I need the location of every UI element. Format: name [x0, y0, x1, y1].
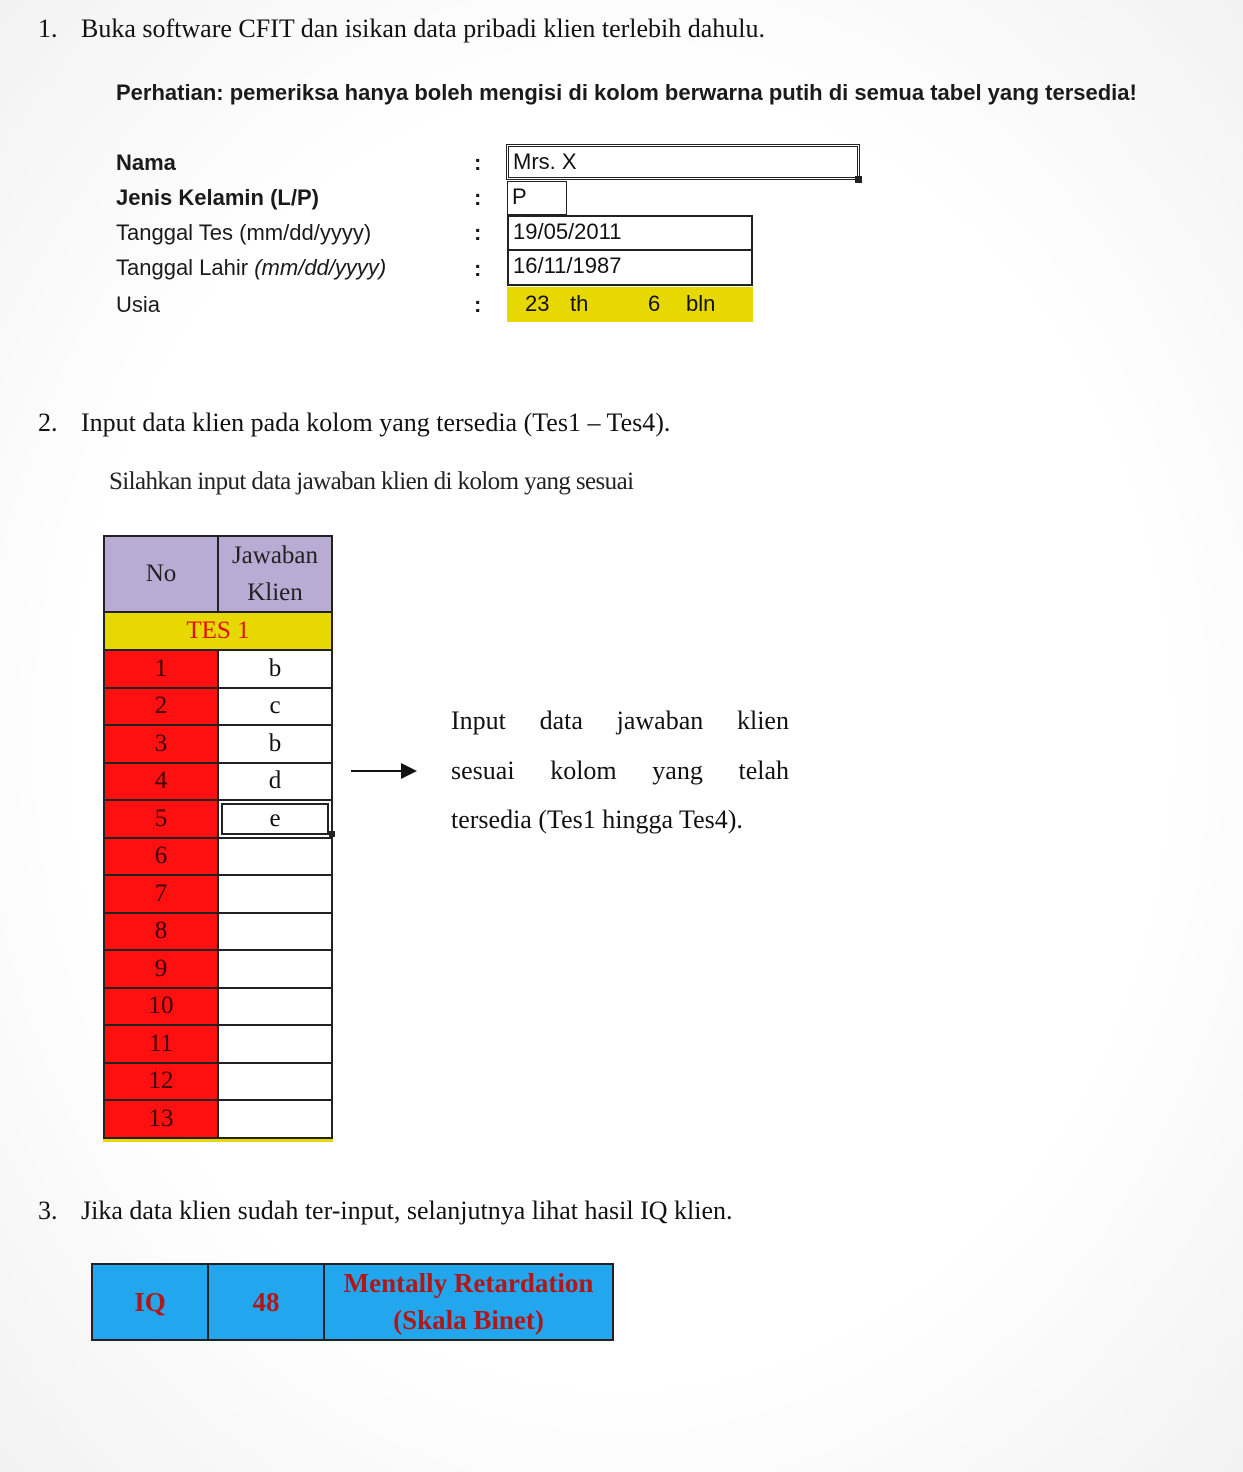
header-jawaban-line1: Jawaban — [231, 542, 319, 569]
table-row — [104, 800, 332, 838]
row-number: 11 — [104, 1025, 218, 1063]
colon-tanggal-lahir: : — [474, 256, 482, 281]
word: sesuai — [451, 755, 515, 785]
row-number: 8 — [104, 913, 218, 951]
step-2 — [38, 408, 938, 442]
word: Input — [451, 706, 506, 735]
explanation-line-2 — [451, 746, 789, 796]
row-number: 12 — [104, 1063, 218, 1101]
usia-months-unit: bln — [686, 291, 716, 316]
jenis-kelamin-field[interactable]: P — [507, 181, 567, 215]
word: yang — [652, 755, 703, 785]
fill-handle[interactable] — [329, 831, 335, 837]
answer-cell[interactable] — [218, 1100, 332, 1138]
answer-cell[interactable]: b — [218, 725, 332, 763]
row-number: 9 — [104, 950, 218, 988]
label-nama: Nama — [116, 150, 176, 175]
table-row — [104, 725, 332, 763]
table-row — [104, 875, 332, 913]
table-row — [104, 1063, 332, 1101]
table-row — [104, 688, 332, 726]
explanation-line-1 — [451, 696, 789, 746]
table-subheading: Silahkan input data jawaban klien di kolom yang sesuai — [109, 468, 634, 495]
iq-label: IQ — [93, 1265, 209, 1339]
section-row — [104, 612, 332, 650]
usia-years: 23 — [525, 291, 550, 316]
table-cutoff-edge — [103, 1139, 333, 1142]
table-row — [104, 1025, 332, 1063]
explanation-line-3: tersedia (Tes1 hingga Tes4). — [451, 805, 743, 834]
colon-usia: : — [474, 292, 482, 317]
step-2-number: 2. — [38, 408, 58, 437]
usia-months: 6 — [648, 291, 661, 316]
row-number: 5 — [104, 800, 218, 838]
row-number: 1 — [104, 650, 218, 688]
header-jawaban-line2: Klien — [247, 579, 303, 606]
word: jawaban — [616, 706, 704, 735]
table-row — [104, 1100, 332, 1138]
answer-cell[interactable]: c — [218, 688, 332, 726]
answer-cell[interactable]: d — [218, 763, 332, 801]
label-tanggal-lahir-text: Tanggal Lahir — [116, 255, 249, 280]
answer-cell[interactable] — [218, 1025, 332, 1063]
arrow-line — [351, 770, 403, 772]
answer-cell[interactable] — [218, 988, 332, 1026]
colon-tanggal-tes: : — [474, 220, 482, 245]
table-row — [104, 763, 332, 801]
answer-cell[interactable]: b — [218, 650, 332, 688]
answer-cell[interactable] — [218, 875, 332, 913]
label-tanggal-lahir-hint: (mm/dd/yyyy) — [254, 255, 387, 280]
header-jawaban — [218, 536, 332, 612]
row-number: 7 — [104, 875, 218, 913]
table-row — [104, 913, 332, 951]
iq-category-line2: (Skala Binet) — [393, 1305, 544, 1335]
row-number: 10 — [104, 988, 218, 1026]
answer-cell[interactable] — [218, 950, 332, 988]
word: telah — [738, 755, 789, 785]
fill-handle[interactable] — [855, 176, 862, 183]
iq-category-line1: Mentally Retardation — [343, 1268, 594, 1298]
explanation-text — [451, 696, 789, 845]
arrow-right-icon — [401, 763, 417, 779]
row-number: 2 — [104, 688, 218, 726]
notice-text: Perhatian: pemeriksa hanya boleh mengisi di kolom berwarna putih di semua tabel yang tersedia! — [116, 80, 1137, 105]
table-row — [104, 988, 332, 1026]
word: data — [539, 706, 583, 735]
row-number: 6 — [104, 838, 218, 876]
answer-cell-selected[interactable]: e — [218, 800, 332, 838]
label-jenis-kelamin: Jenis Kelamin (L/P) — [116, 185, 319, 210]
usia-years-unit: th — [570, 291, 589, 316]
iq-category — [325, 1265, 612, 1339]
row-number: 4 — [104, 763, 218, 801]
answer-cell[interactable] — [218, 838, 332, 876]
word: kolom — [550, 755, 617, 785]
tanggal-tes-field[interactable]: 19/05/2011 — [507, 215, 753, 251]
nama-field[interactable]: Mrs. X — [506, 144, 860, 180]
table-row — [104, 838, 332, 876]
colon-nama: : — [474, 150, 482, 175]
word: klien — [736, 706, 789, 735]
answer-table — [103, 535, 333, 1142]
row-number: 13 — [104, 1100, 218, 1138]
step-1-number: 1. — [38, 14, 58, 43]
row-number: 3 — [104, 725, 218, 763]
label-tanggal-tes — [116, 220, 371, 246]
label-tanggal-tes-hint: (mm/dd/yyyy) — [239, 220, 372, 245]
step-3 — [38, 1196, 938, 1230]
colon-jenis-kelamin: : — [474, 185, 482, 210]
iq-score: 48 — [209, 1265, 325, 1339]
usia-display — [507, 287, 753, 322]
table-row — [104, 950, 332, 988]
step-1-text: Buka software CFIT dan isikan data pribadi klien terlebih dahulu. — [81, 14, 766, 43]
label-tanggal-lahir — [116, 255, 386, 281]
step-1 — [38, 14, 938, 48]
section-label-tes1: TES 1 — [104, 612, 332, 650]
step-3-text: Jika data klien sudah ter-input, selanjutnya lihat hasil IQ klien. — [81, 1196, 733, 1225]
step-2-text: Input data klien pada kolom yang tersedia (Tes1 – Tes4). — [81, 408, 671, 437]
header-no: No — [104, 536, 218, 612]
table-header-row — [104, 536, 332, 612]
table-row — [104, 650, 332, 688]
iq-result-box — [91, 1263, 614, 1341]
answer-cell[interactable] — [218, 913, 332, 951]
label-tanggal-tes-text: Tanggal Tes — [116, 220, 234, 245]
answer-cell[interactable] — [218, 1063, 332, 1101]
step-3-number: 3. — [38, 1196, 58, 1225]
label-usia: Usia — [116, 292, 161, 317]
tanggal-lahir-field[interactable]: 16/11/1987 — [507, 249, 753, 286]
